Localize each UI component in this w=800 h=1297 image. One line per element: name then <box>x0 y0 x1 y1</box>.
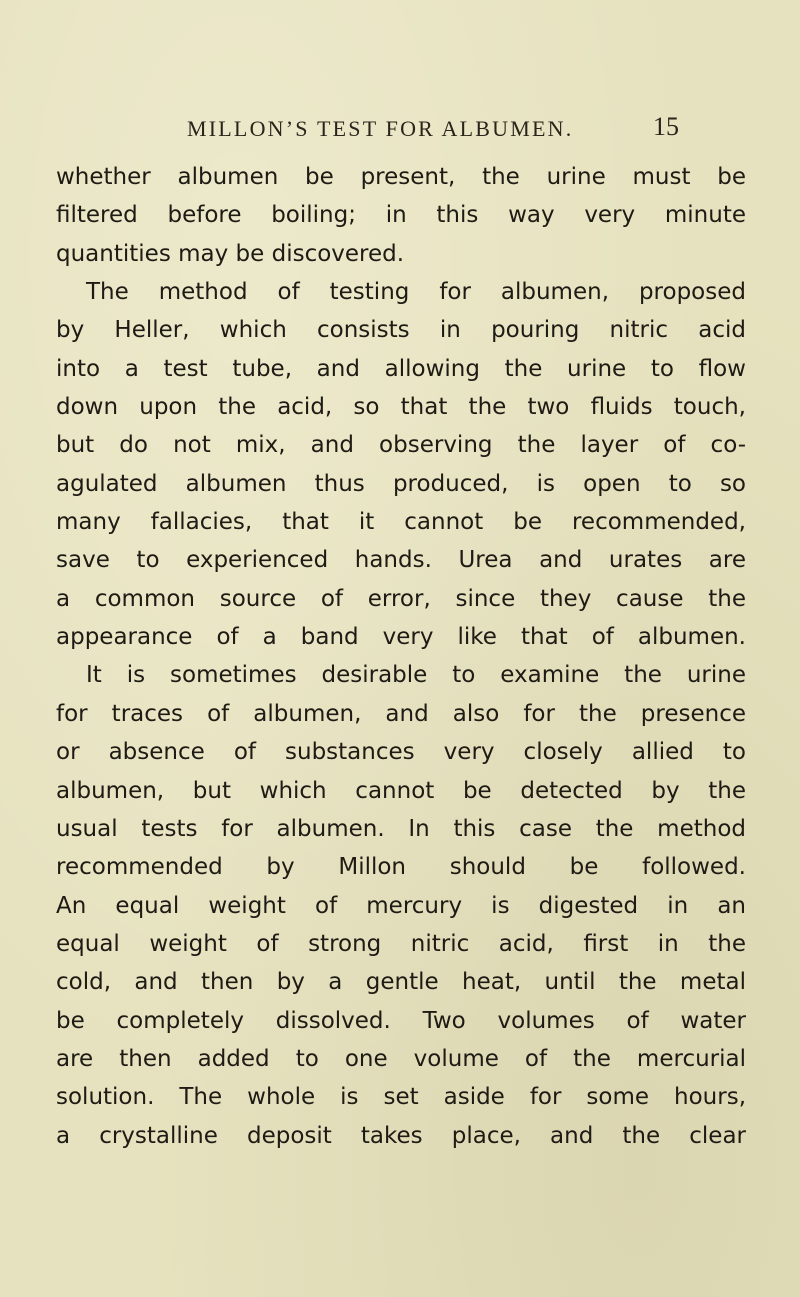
text-line: solution. The whole is set aside for some hours, <box>56 1084 746 1111</box>
text-line: be completely dissolved. Two volumes of water <box>56 1007 746 1034</box>
text-line: are then added to one volume of the mercurial <box>56 1045 746 1072</box>
text-line: quantities may be discovered. <box>56 240 405 267</box>
text-line: a crystalline deposit takes place, and the clear <box>56 1122 746 1149</box>
text-line: whether albumen be present, the urine must be <box>56 164 746 190</box>
text-line: many fallacies, that it cannot be recommended, <box>56 509 746 536</box>
text-line: It is sometimes desirable to examine the urine <box>86 662 746 689</box>
text-line: save to experienced hands. Urea and urates are <box>56 547 746 574</box>
text-line: but do not mix, and observing the layer of co- <box>56 432 746 459</box>
body-text <box>56 158 746 1155</box>
running-head <box>0 112 800 152</box>
text-line: or absence of substances very closely allied to <box>56 739 746 766</box>
page-number: 15 <box>653 112 679 141</box>
text-line: albumen, but which cannot be detected by the <box>56 777 746 804</box>
text-line: An equal weight of mercury is digested in an <box>56 892 746 919</box>
text-line: recommended by Millon should be followed. <box>56 854 746 881</box>
text-line: filtered before boiling; in this way very minute <box>56 202 746 229</box>
text-line: The method of testing for albumen, proposed <box>86 279 746 306</box>
running-title: MILLON’S TEST FOR ALBUMEN. <box>187 116 574 141</box>
text-line: for traces of albumen, and also for the presence <box>56 700 746 727</box>
text-line: by Heller, which consists in pouring nitric acid <box>56 317 746 344</box>
text-line: equal weight of strong nitric acid, first in the <box>56 930 746 957</box>
text-line: appearance of a band very like that of albumen. <box>56 624 746 651</box>
text-line: down upon the acid, so that the two fluids touch, <box>56 394 746 421</box>
text-line: usual tests for albumen. In this case the method <box>56 815 746 842</box>
text-line: agulated albumen thus produced, is open to so <box>56 470 746 497</box>
text-line: a common source of error, since they cause the <box>56 585 746 612</box>
text-line: cold, and then by a gentle heat, until the metal <box>56 969 746 996</box>
text-line: into a test tube, and allowing the urine to flow <box>56 355 746 382</box>
